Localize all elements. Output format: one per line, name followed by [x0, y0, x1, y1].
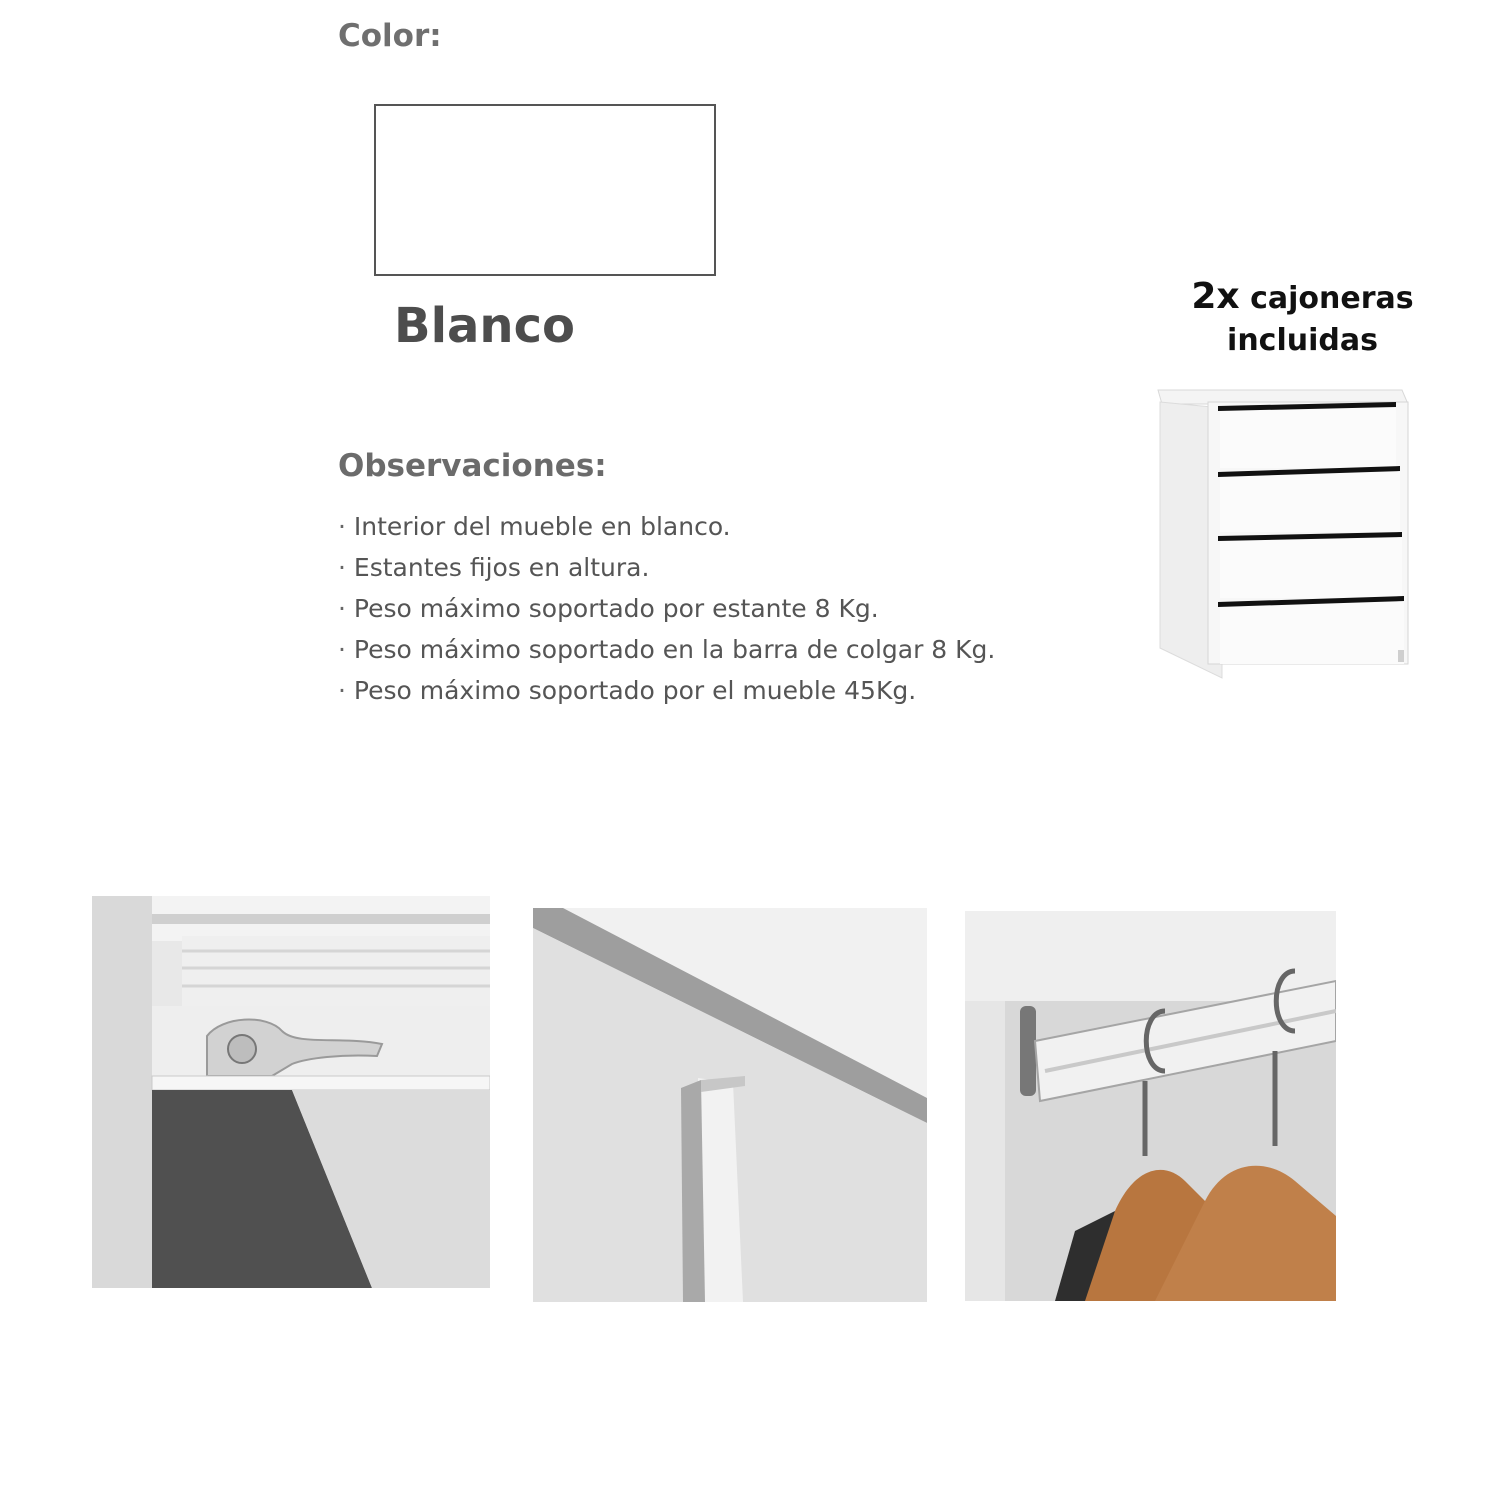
hanging-rail-photo: [965, 911, 1336, 1301]
color-name: Blanco: [394, 298, 576, 354]
drawers-quantity: 2x: [1191, 276, 1240, 317]
color-swatch: [374, 104, 716, 276]
drawer-unit-image: [1150, 380, 1420, 685]
observations-title: Observaciones:: [338, 448, 607, 484]
color-label: Color:: [338, 18, 442, 54]
observations-list: [338, 506, 995, 711]
drawers-caption-line1: cajoneras: [1250, 281, 1414, 316]
drawers-caption-line2: incluidas: [1227, 323, 1378, 358]
shelf-support-photo: [92, 896, 490, 1288]
observation-item: · Peso máximo soportado por estante 8 Kg.: [338, 588, 995, 629]
observation-item: · Interior del mueble en blanco.: [338, 506, 995, 547]
drawers-included-caption: [1160, 276, 1445, 362]
observation-item: · Peso máximo soportado por el mueble 45Kg.: [338, 670, 995, 711]
observation-item: · Peso máximo soportado en la barra de colgar 8 Kg.: [338, 629, 995, 670]
door-handle-profile-photo: [533, 908, 927, 1302]
observation-item: · Estantes fijos en altura.: [338, 547, 995, 588]
